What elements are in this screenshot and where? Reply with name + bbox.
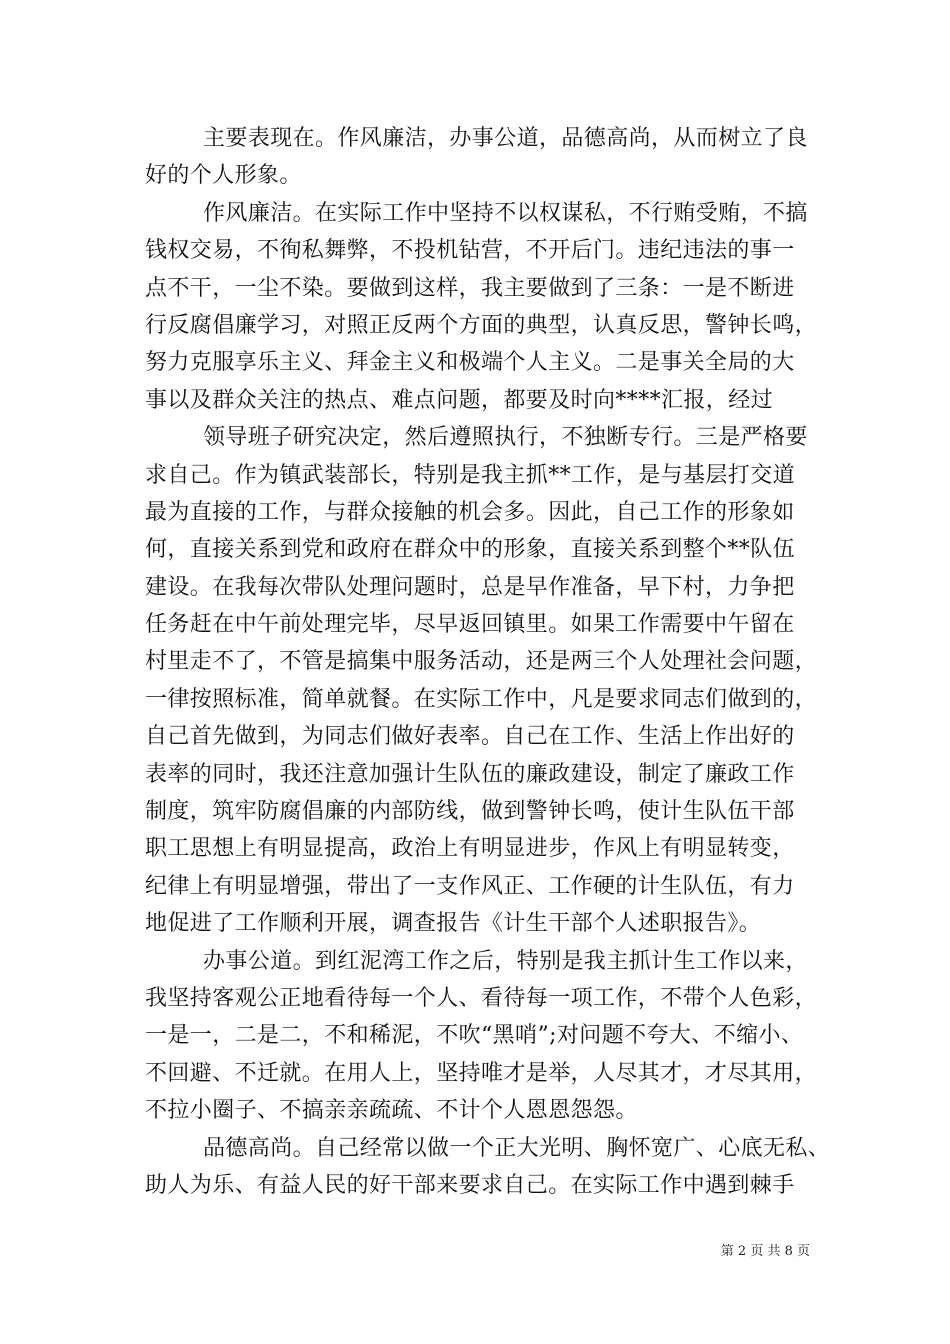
- text-line: 助人为乐、有益人民的好干部来要求自己。在实际工作中遇到棘手: [145, 1172, 795, 1198]
- text-line: 不回避、不迁就。在用人上，坚持唯才是举，人尽其才，才尽其用，: [145, 1060, 818, 1086]
- text-line: 努力克服享乐主义、拜金主义和极端个人主义。二是事关全局的大: [145, 350, 795, 376]
- text-line: 村里走不了，不管是搞集中服务活动，还是两三个人处理社会问题，: [145, 649, 818, 675]
- text-line: 建设。在我每次带队处理问题时，总是早作准备，早下村，力争把: [145, 574, 795, 600]
- body-text: [145, 120, 831, 1204]
- text-line: 事以及群众关注的热点、难点问题，都要及时向****汇报，经过: [145, 387, 774, 413]
- text-line: 自己首先做到，为同志们做好表率。自己在工作、生活上作出好的: [145, 724, 795, 750]
- text-line: 地促进了工作顺利开展，调查报告《计生干部个人述职报告》。: [145, 911, 762, 937]
- text-line: 主要表现在。作风廉洁，办事公道，品德高尚，从而树立了良: [203, 126, 808, 151]
- text-line: 不拉小圈子、不搞亲亲疏疏、不计个人恩恩怨怨。: [145, 1098, 638, 1124]
- text-line: 一律按照标准，简单就餐。在实际工作中，凡是要求同志们做到的，: [145, 686, 818, 712]
- text-line: 制度，筑牢防腐倡廉的内部防线，做到警钟长鸣，使计生队伍干部: [145, 799, 795, 825]
- text-line: 领导班子研究决定，然后遵照执行，不独断专行。三是严格要: [203, 425, 808, 451]
- text-line: 最为直接的工作，与群众接触的机会多。因此，自己工作的形象如: [145, 499, 795, 525]
- text-line: 求自己。作为镇武装部长，特别是我主抓**工作，是与基层打交道: [145, 462, 796, 488]
- text-line: 任务赶在中午前处理完毕，尽早返回镇里。如果工作需要中午留在: [145, 612, 795, 638]
- text-line: 表率的同时，我还注意加强计生队伍的廉政建设，制定了廉政工作: [145, 761, 795, 787]
- text-line: 纪律上有明显增强，带出了一支作风正、工作硬的计生队伍，有力: [145, 873, 795, 899]
- text-line: 何，直接关系到党和政府在群众中的形象，直接关系到整个**队伍: [145, 537, 796, 563]
- text-line: 我坚持客观公正地看待每一个人、看待每一项工作，不带个人色彩，: [145, 985, 818, 1011]
- page-number-footer: 第 2 页 共 8 页: [720, 1244, 810, 1259]
- text-line: 点不干，一尘不染。要做到这样，我主要做到了三条：一是不断进: [145, 275, 795, 301]
- text-line: 品德高尚。自己经常以做一个正大光明、胸怀宽广、心底无私、: [203, 1135, 831, 1161]
- text-line: 行反腐倡廉学习，对照正反两个方面的典型，认真反思，警钟长鸣，: [145, 312, 818, 338]
- text-line: 一是一，二是二，不和稀泥，不吹“黑哨”;对问题不夸大、不缩小、: [145, 1023, 804, 1049]
- text-line: 钱权交易，不徇私舞弊，不投机钻营，不开后门。违纪违法的事一: [145, 238, 795, 264]
- text-line: 作风廉洁。在实际工作中坚持不以权谋私，不行贿受贿，不搞: [203, 200, 808, 226]
- text-line: 职工思想上有明显提高，政治上有明显进步，作风上有明显转变，: [145, 836, 795, 862]
- text-line: 好的个人形象。: [145, 163, 302, 189]
- text-line: 办事公道。到红泥湾工作之后，特别是我主抓计生工作以来，: [203, 948, 808, 974]
